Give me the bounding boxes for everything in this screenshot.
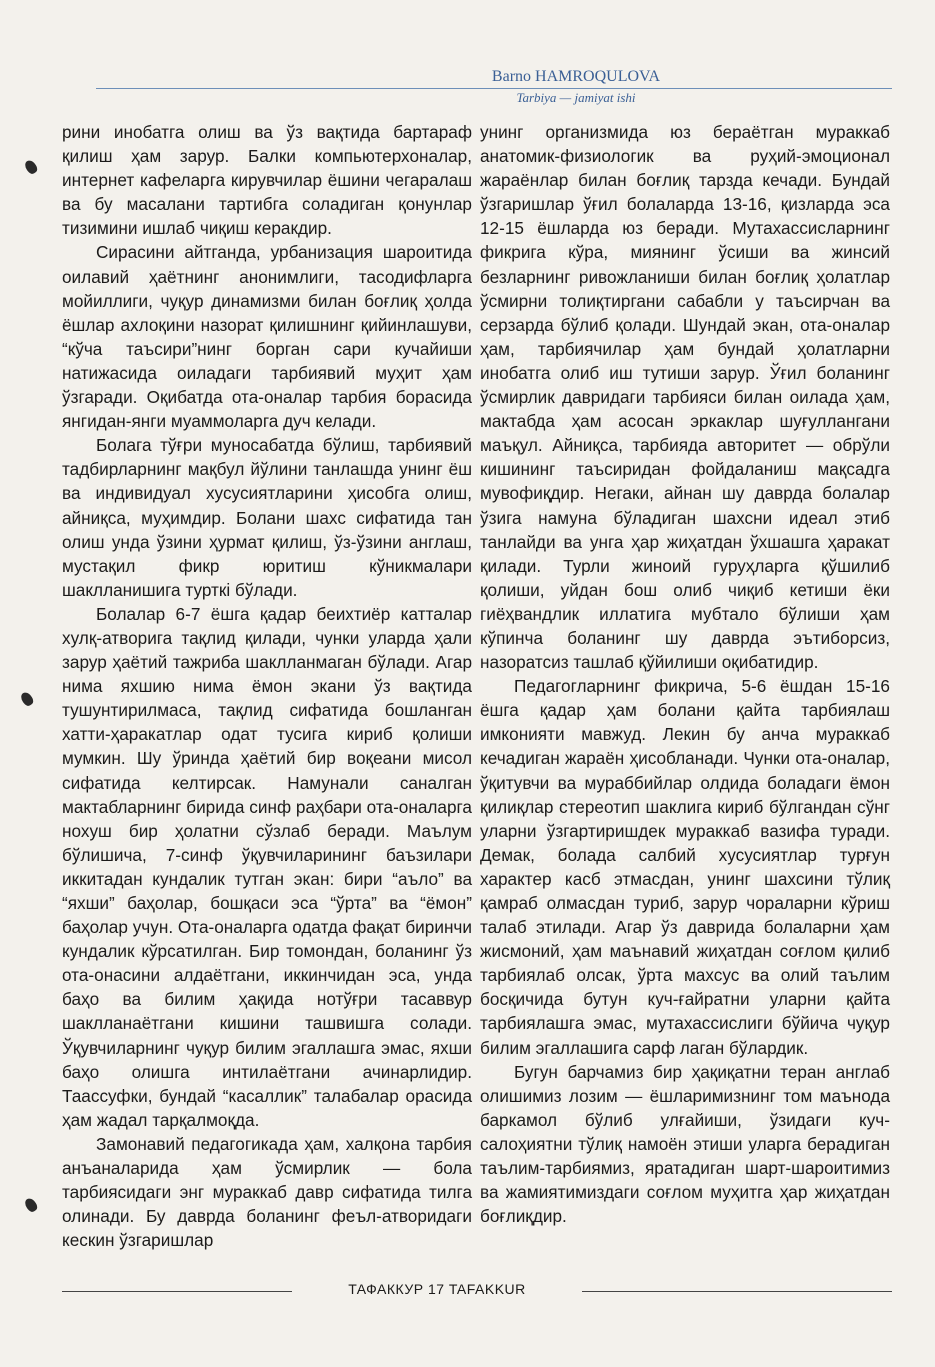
punch-hole-mark <box>19 690 35 707</box>
left-column <box>62 120 472 1252</box>
punch-hole-mark <box>23 158 39 175</box>
header-rule <box>96 88 892 89</box>
right-column <box>480 120 890 1228</box>
footer-rule-left <box>62 1291 292 1292</box>
punch-hole-mark <box>23 1196 39 1213</box>
paragraph: Болага тўғри муносабатда бўлиш, тарбиявий тадбирларнинг мақбул йўлини танлашда унинг ёш ва индивидуал хусусиятларини ҳисобга олиш, айниқса, муҳимдир. Болани шахс сифатида тан олиш унда ўзини ҳурмат қилиш, ўз-ўзини англаш, мустақил фикр юритиш кўникмалари шаклланишига турткі бўлади. <box>62 435 472 600</box>
paragraph: рини инобатга олиш ва ўз вақтида бартараф қилиш ҳам зарур. Балки компьютерхоналар, интернет кафеларга кирувчилар ёшини чегаралаш ва бу масалани тартибга соладиган қонунлар тизимини ишлаб чиқиш керакдир. <box>62 122 472 239</box>
paragraph: унинг организмида юз бераётган мураккаб анатомик-физиологик ва руҳий-эмоционал жараёнлар билан боғлиқ тарзда кечади. Бундай ўзгаришлар ўғил болаларда 13-16, қизларда эса 12-15 ёшларда юз беради. Мутахассисларнинг фикрига кўра, миянинг ўсиши ва жинсий безларнинг ривожланиши билан боғлиқ ҳолатлар ўсмирни толиқтиргани сабабли у таъсирчан ва серзарда бўлиб қолади. Шундай экан, ота-оналар ҳам, тарбиячилар ҳам бундай ҳолатларни инобатга олиб иш тутиши зарур. Ўғил боланинг ўсмирлик давридаги тарбияси билан оилада ҳам, мактабда ҳам асосан эркаклар шуғуллангани маъқул. Айниқса, тарбияда авторитет — обрўли кишининг таъсиридан фойдаланиш мақсадга мувофиқдир. Негаки, айнан шу даврда болалар ўзига намуна бўладиган шахсни идеал этиб танлайди ва унга ҳар жиҳатдан ўхшашга ҳаракат қилади. Турли жиноий гуруҳларга қўшилиб қолиши, уйдан бош олиб чиқиб кетиши ёки гиёҳвандлик иллатига мубтало бўлиши ҳам кўпинча боланинг шу даврда эътиборсиз, назоратсиз ташлаб қўйилиши оқибатидир. <box>480 122 890 673</box>
paragraph: Бугун барчамиз бир ҳақиқатни теран англаб олишимиз лозим — ёшларимизнинг том маънода баркамол бўлиб улғайиши, ўзидаги куч-салоҳиятни тўлиқ намоён этиши уларга берадиган таълим-тарбиямиз, яратадиган шарт-шароитимиз ва жамиятимиздаги соғлом муҳитга ҳар жиҳатдан боғлиқдир. <box>480 1061 890 1227</box>
paragraph: Педагогларнинг фикрича, 5-6 ёшдан 15-16 ёшга қадар ҳам болани қайта тарбиялаш имконияти мавжуд. Лекин бу анча мураккаб кечадиган жараён ҳисобланади. Чунки ота-оналар, ўқитувчи ва мураббийлар олдида боладаги ёмон қилиқлар стереотип шаклига кириб бўлгандан сўнг уларни ўзгартиришдек мураккаб вазифа туради. Демак, болада салбий хусусиятлар турғун характер касб этмасдан, унинг шахсини тўлиқ қамраб олмасдан туриб, зарур чораларни кўриш талаб этилади. Агар ўз даврида болаларни ҳам жисмоний, ҳам маънавий жиҳатдан соғлом қилиб тарбиялаб олсак, ўрта махсус ва олий таълим босқичида бутун куч-ғайратни уларни қайта тарбиялашга эмас, мутахассислиги бўйича чуқур билим эгаллашига сарф лаган бўлардик. <box>480 676 890 1058</box>
running-header <box>96 66 892 106</box>
footer-rule-right <box>582 1291 892 1292</box>
footer-folio: ТАФАККУР 17 TAFAKKUR <box>348 1281 526 1297</box>
header-author: Barno HAMROQULOVA <box>491 68 661 85</box>
paragraph: Замонавий педагогикада ҳам, халқона тарбия анъаналарида ҳам ўсмирлик — бола тарбиясидаги энг мураккаб давр сифатида тилга олинади. Бу даврда боланинг феъл-атворидаги кескин ўзгаришлар <box>62 1133 472 1251</box>
page-footer <box>62 1278 892 1308</box>
header-section: Tarbiya — jamiyat ishi <box>516 90 636 105</box>
paragraph: Сирасини айтганда, урбанизация шароитида оилавий ҳаётнинг анонимлиги, тасодифларга мойиллиги, чуқур динамизми билан боғлиқ ҳолда ёшлар ахлоқини назорат қилишнинг қийинлашуви, “кўча таъсири”нинг борган сари кучайиши натижасида оиладаги тарбиявий муҳит ҳам ўзгаради. Оқибатда ота-оналар тарбия борасида янгидан-янги муаммоларга дуч келади. <box>62 242 472 432</box>
paragraph: Болалар 6-7 ёшга қадар беихтиёр катталар хулқ-атворига тақлид қилади, чунки уларда ҳали зарур ҳаётий тажриба шаклланмаган бўлади. Агар нима яхшию нима ёмон экани ўз вақтида тушунтирилмаса, тақлид сифатида бошланган хатти-ҳаракатлар одат тусига кириб қолиши мумкин. Шу ўринда ҳаётий бир воқеани мисол сифатида келтирсак. Намунали саналган мактабларнинг бирида синф раҳбари ота-оналарга нохуш бир ҳолатни сўзлаб беради. Маълум бўлишича, 7-синф ўқувчиларининг баъзилари иккитадан кундалик тутган экан: бири “аъло” ва “яхши” баҳолар, бошқаси эса “ўрта” ва “ёмон” баҳолар учун. Ота-оналарга одатда фақат биринчи кундалик кўрсатилган. Бир томондан, боланинг ўз ота-онасини алдаётгани, иккинчидан эса, унда баҳо ва билим ҳақида нотўғри тасаввур шаклланаётгани кишини ташвишга солади. Ўқувчиларнинг чуқур билим эгаллашга эмас, яхши баҳо олишга интилаётгани ачинарлидир. Таассуфки, бундай “касаллик” талабалар орасида ҳам жадал тарқалмоқда. <box>62 603 472 1130</box>
